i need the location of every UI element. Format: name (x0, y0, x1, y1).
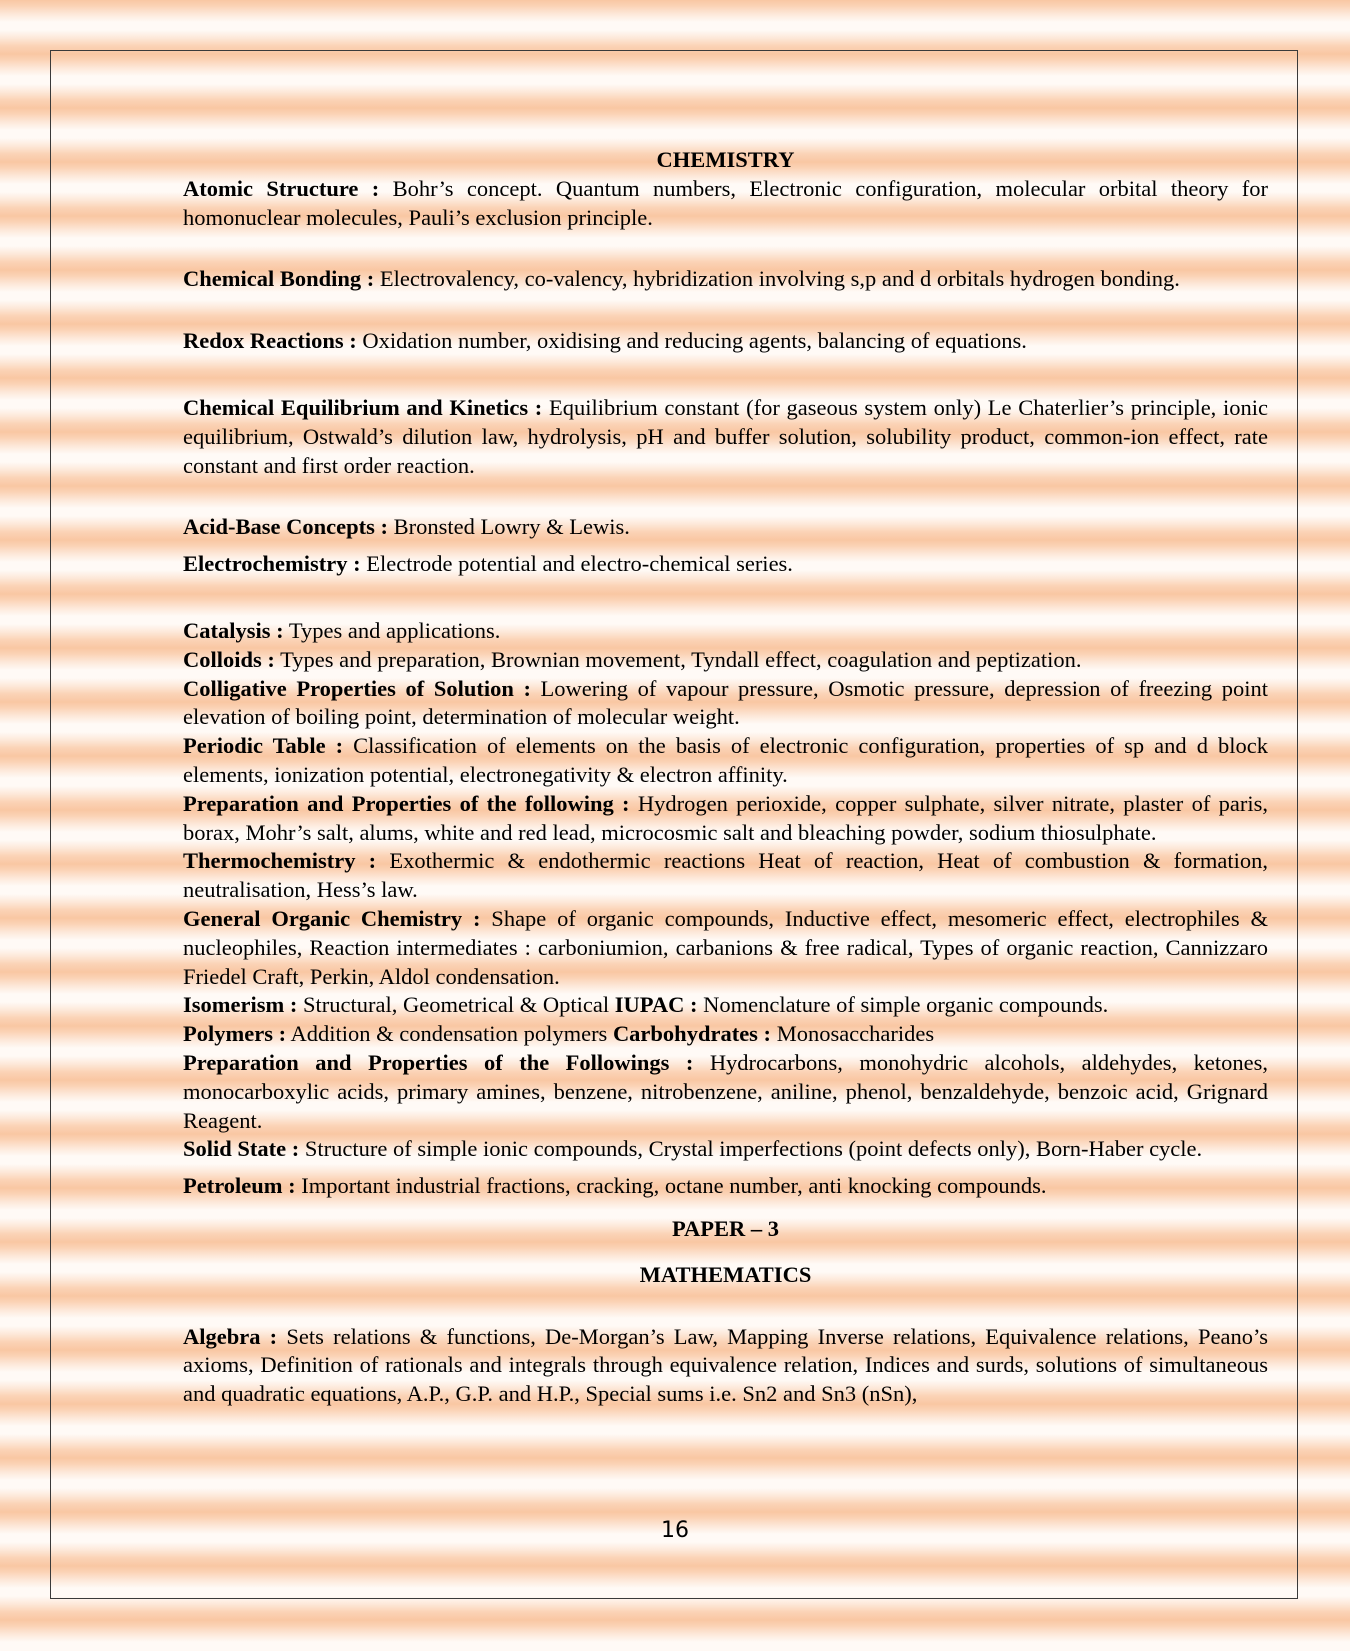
topic-term: Acid-Base Concepts : (183, 514, 388, 540)
topic-text: Structural, Geometrical & Optical (297, 992, 615, 1018)
topic-text-2: Monosaccharides (771, 1021, 935, 1047)
topic-text: Oxidation number, oxidising and reducing agents, balancing of equations. (356, 328, 1027, 354)
topic-text: Hydrocarbons, monohydric alcohols, aldehydes, ketones, monocarboxylic acids, primary amines, benzene, nitrobenzene, aniline, phenol, benzaldehyde, benzoic acid, Grignard Reagent. (183, 1049, 1268, 1133)
topic-colloids (183, 646, 1268, 675)
topic-text: Sets relations & functions, De-Morgan’s Law, Mapping Inverse relations, Equivalence relations, Peano’s axioms, Definition of rationals and integrals through equivalence relation, Indices and surds, solutions of simultaneous and quadratic equations, A.P., G.P. and H.P., Special sums i.e. Sn2 and Sn3 (nSn), (183, 1323, 1268, 1407)
topic-term: Polymers : (183, 1021, 287, 1047)
topic-chemical-equilibrium (183, 394, 1268, 480)
topic-text: Exothermic & endothermic reactions Heat of reaction, Heat of combustion & formation, neutralisation, Hess’s law. (183, 848, 1268, 903)
topic-term: Colligative Properties of Solution : (183, 675, 531, 701)
topic-electrochemistry (183, 550, 1268, 579)
topic-petroleum (183, 1172, 1268, 1201)
topic-chemical-bonding (183, 265, 1268, 294)
section-title-chemistry: CHEMISTRY (656, 147, 795, 172)
topic-catalysis (183, 617, 1268, 646)
topic-term: Thermochemistry : (183, 848, 377, 874)
topic-periodic-table (183, 732, 1268, 790)
topic-preparation-organic (183, 1049, 1268, 1135)
topic-term: Electrochemistry : (183, 551, 361, 577)
topic-term: Redox Reactions : (183, 328, 357, 354)
topic-acid-base (183, 513, 1268, 542)
topic-text: Bronsted Lowry & Lewis. (387, 514, 630, 540)
topic-atomic-structure (183, 175, 1268, 233)
topic-algebra (183, 1323, 1268, 1409)
topic-text: Bohr’s concept. Quantum numbers, Electronic configuration, molecular orbital theory for homonuclear molecules, Pauli’s exclusion principle. (183, 175, 1268, 230)
topic-text-2: Nomenclature of simple organic compounds. (697, 992, 1109, 1018)
topic-general-organic-chemistry (183, 905, 1268, 991)
topic-text: Structure of simple ionic compounds, Crystal imperfections (point defects only), Born-Haber cycle. (299, 1136, 1203, 1162)
topic-term: Colloids : (183, 646, 275, 672)
topic-term: Algebra : (183, 1323, 278, 1349)
page-content (183, 146, 1268, 1409)
topic-text: Important industrial fractions, cracking, octane number, anti knocking compounds. (295, 1173, 1047, 1199)
topic-term: Isomerism : (183, 992, 298, 1018)
topic-redox-reactions (183, 327, 1268, 356)
topic-term: Preparation and Properties of the following : (183, 790, 630, 816)
topic-term: Preparation and Properties of the Followings : (183, 1049, 694, 1075)
topic-text: Classification of elements on the basis of electronic configuration, properties of sp and d block elements, ionization potential, electronegativity & electron affinity. (183, 733, 1269, 787)
topic-solid-state (183, 1135, 1268, 1164)
topic-preparation-inorganic (183, 790, 1268, 848)
topic-text: Electrovalency, co-valency, hybridization involving s,p and d orbitals hydrogen bonding. (374, 266, 1180, 292)
topic-term-2: IUPAC : (614, 992, 698, 1018)
topic-isomerism (183, 991, 1268, 1020)
topic-term: Chemical Bonding : (183, 266, 375, 292)
topic-term: Solid State : (183, 1136, 300, 1162)
topic-text: Types and applications. (283, 617, 501, 643)
topic-text: Hydrogen perioxide, copper sulphate, silver nitrate, plaster of paris, borax, Mohr’s salt, alums, white and red lead, microcosmic salt and bleaching powder, sodium thiosulphate. (183, 790, 1268, 845)
topic-term: General Organic Chemistry : (183, 905, 481, 931)
topic-text: Addition & condensation polymers (286, 1021, 613, 1047)
topic-text: Electrode potential and electro-chemical series. (360, 551, 793, 577)
topic-text: Types and preparation, Brownian movement, Tyndall effect, coagulation and peptization. (274, 646, 1082, 672)
topic-polymers (183, 1020, 1268, 1049)
topic-term-2: Carbohydrates : (612, 1021, 772, 1047)
topic-text: Lowering of vapour pressure, Osmotic pressure, depression of freezing point elevation of boiling point, determination of molecular weight. (183, 675, 1268, 730)
topic-text: Equilibrium constant (for gaseous system only) Le Chaterlier’s principle, ionic equilibrium, Ostwald’s dilution law, hydrolysis, pH and buffer solution, solubility product, common-ion effect, rate constant and first order reaction. (183, 394, 1268, 478)
subject-heading-mathematics: MATHEMATICS (639, 1261, 812, 1287)
page-number: 16 (661, 1518, 689, 1543)
topic-term: Periodic Table : (183, 733, 344, 759)
paper-heading: PAPER – 3 (671, 1215, 780, 1241)
topic-thermochemistry (183, 847, 1268, 905)
topic-term: Catalysis : (183, 617, 284, 643)
topic-colligative-properties (183, 675, 1268, 733)
topic-term: Chemical Equilibrium and Kinetics : (183, 394, 543, 420)
topic-text: Shape of organic compounds, Inductive effect, mesomeric effect, electrophiles & nucleophiles, Reaction intermediates : carboniumion, carbanions & free radical, Types of organic reaction, Cannizzaro Friedel Craft, Perkin, Aldol condensation. (183, 905, 1269, 989)
topic-term: Petroleum : (183, 1173, 296, 1199)
topic-term: Atomic Structure : (183, 175, 380, 201)
